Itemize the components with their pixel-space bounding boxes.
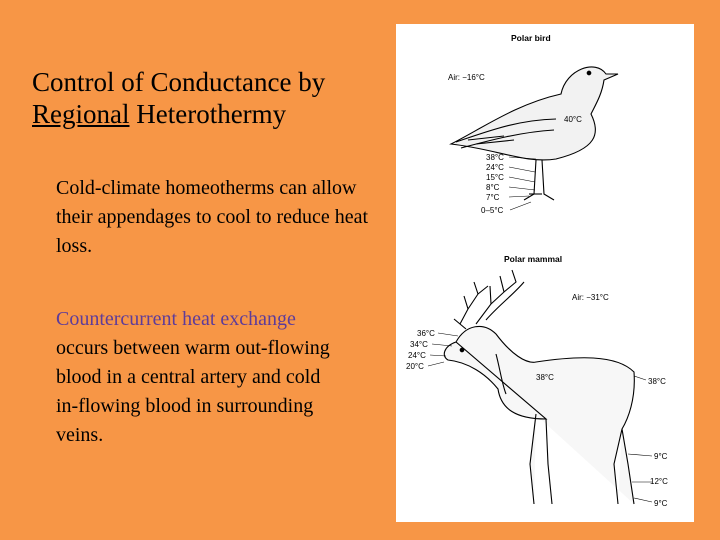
countercurrent-text: occurs between warm out-flowing blood in a central artery and cold in-flowing blood in surrounding veins. <box>56 337 330 446</box>
mammal-head-temp-1: 36°C <box>417 329 435 338</box>
mammal-body-temp: 38°C <box>536 373 554 382</box>
bird-leg-temp-2: 24°C <box>486 163 504 172</box>
mammal-leg-temps <box>650 452 668 508</box>
mammal-leg-temp-2: 12°C <box>650 477 668 486</box>
polar-mammal-illustration <box>444 270 634 504</box>
slide-title <box>32 66 392 130</box>
mammal-head-temp-3: 24°C <box>408 351 426 360</box>
mammal-rump-temp: 38°C <box>648 377 666 386</box>
bird-leg-temp-5: 7°C <box>486 193 500 202</box>
title-line-1: Control of Conductance by <box>32 67 326 97</box>
mammal-heading: Polar mammal <box>504 254 563 264</box>
title-underlined-word: Regional <box>32 99 130 129</box>
bird-heading: Polar bird <box>511 33 551 43</box>
countercurrent-highlight: Countercurrent heat exchange <box>56 308 296 330</box>
mammal-air-temp: Air: −31°C <box>572 293 609 302</box>
mammal-leg-temp-3: 9°C <box>654 499 668 508</box>
bird-leg-temp-4: 8°C <box>486 183 500 192</box>
mammal-head-temps <box>406 329 435 371</box>
mammal-head-temp-4: 20°C <box>406 362 424 371</box>
bird-leader-lines <box>509 157 536 210</box>
bullet-countercurrent <box>56 305 331 450</box>
bird-leg-temp-3: 15°C <box>486 173 504 182</box>
bullet-cold-climate: Cold-climate homeotherms can allow their appendages to cool to reduce heat loss. <box>56 177 369 257</box>
mammal-head-temp-2: 34°C <box>410 340 428 349</box>
title-line-2: Heterothermy <box>129 99 287 129</box>
polar-bird-illustration <box>451 67 618 200</box>
mammal-leg-temp-1: 9°C <box>654 452 668 461</box>
bird-body-temp: 40°C <box>564 115 582 124</box>
bird-air-temp: Air: −16°C <box>448 73 485 82</box>
bird-leg-temp-6: 0–5°C <box>481 206 504 215</box>
heterothermy-figure <box>396 24 694 522</box>
bird-leg-temps <box>481 153 504 215</box>
bird-leg-temp-1: 38°C <box>486 153 504 162</box>
